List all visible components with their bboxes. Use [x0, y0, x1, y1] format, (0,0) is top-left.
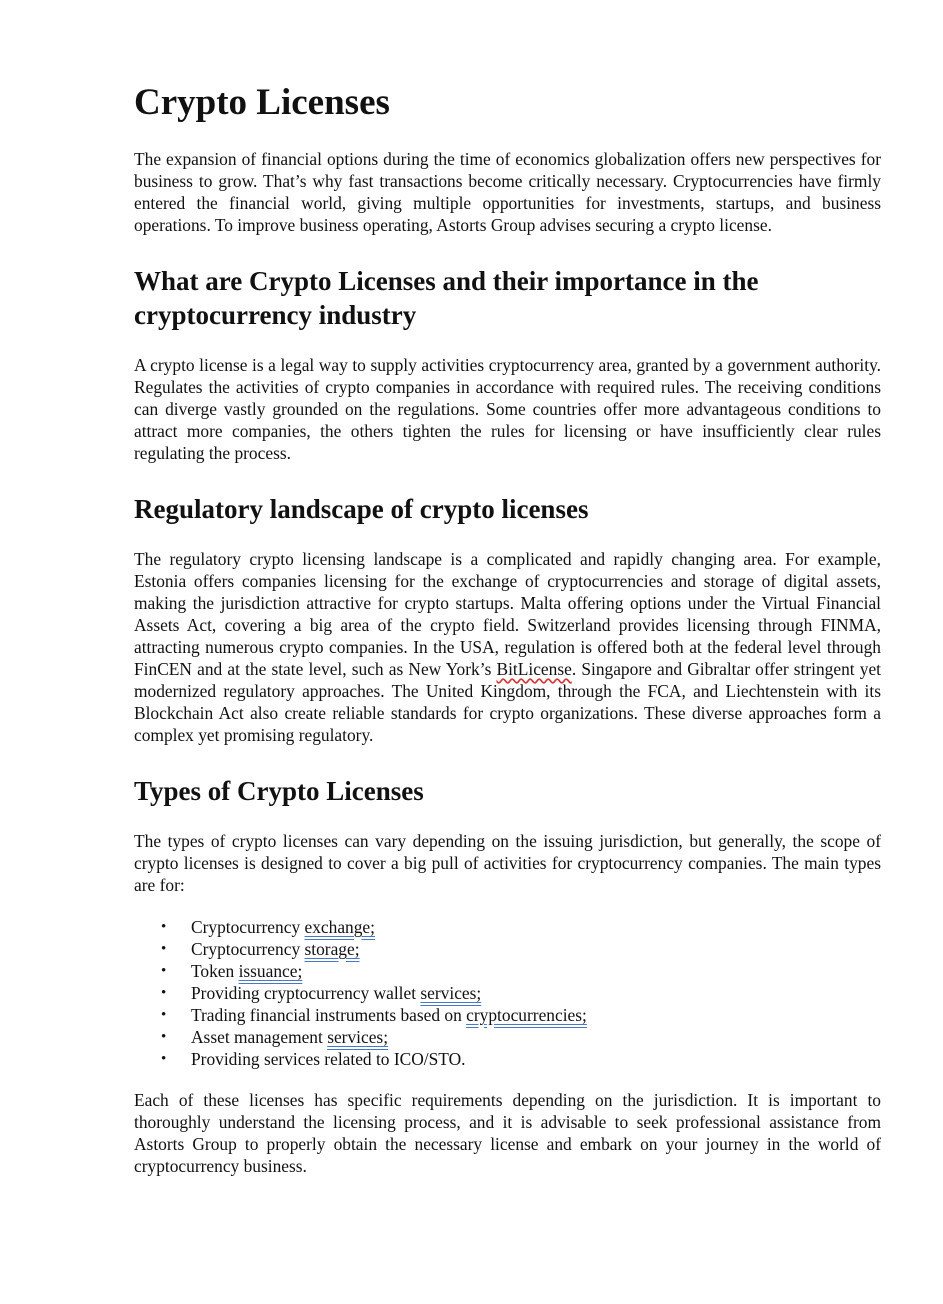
- list-item: [134, 982, 881, 1004]
- document-title: Crypto Licenses: [134, 82, 390, 123]
- grammar-flagged-word[interactable]: issuance;: [238, 961, 303, 981]
- list-item-text: Token: [191, 961, 239, 981]
- grammar-flagged-word[interactable]: exchange;: [304, 917, 375, 937]
- importance-paragraph: A crypto license is a legal way to supply activities cryptocurrency area, granted by a government authority. Regulates the activities of crypto companies in accordance with required rules. The receiving conditions can diverge vastly grounded on the regulations. Some countries offer more advantageous conditions to attract more companies, the others tighten the rules for licensing or have insufficiently clear rules regulating the process.: [134, 355, 881, 463]
- license-types-list: [134, 916, 881, 1070]
- list-item: [134, 1004, 881, 1026]
- list-item: [134, 1048, 881, 1070]
- bullet-icon: •: [161, 919, 167, 935]
- spelling-flagged-word[interactable]: BitLicense: [496, 659, 572, 679]
- grammar-flagged-word[interactable]: services;: [327, 1027, 389, 1047]
- section-heading-regulatory: Regulatory landscape of crypto licenses: [134, 494, 589, 524]
- document-page: [134, 80, 881, 1198]
- bullet-icon: •: [161, 941, 167, 957]
- section-heading-importance: What are Crypto Licenses and their importance in the cryptocurrency industry: [134, 266, 759, 330]
- grammar-flagged-word[interactable]: cryptocurrencies;: [466, 1005, 587, 1025]
- list-item-text: Cryptocurrency: [191, 917, 305, 937]
- list-item: [134, 938, 881, 960]
- bullet-icon: •: [161, 1051, 167, 1067]
- list-item-text: Asset management: [191, 1027, 328, 1047]
- list-item-text: Cryptocurrency: [191, 939, 305, 959]
- bullet-icon: •: [161, 1029, 167, 1045]
- regulatory-text-after: . Singapore and Gibraltar offer stringent yet modernized regulatory approaches. The United Kingdom, through the FCA, and Liechtenstein with its Blockchain Act also create reliable standards for crypto organizations. These diverse approaches form a complex yet promising regulatory.: [134, 659, 882, 745]
- list-item-text: Trading financial instruments based on: [191, 1005, 467, 1025]
- intro-paragraph: The expansion of financial options during the time of economics globalization offers new perspectives for business to grow. That’s why fast transactions become critically necessary. Cryptocurrencies have firmly entered the financial world, giving multiple opportunities for investments, startups, and business operations. To improve business operating, Astorts Group advises securing a crypto license.: [134, 149, 881, 235]
- closing-paragraph: Each of these licenses has specific requirements depending on the jurisdiction. It is important to thoroughly understand the licensing process, and it is advisable to seek professional assistance from Astorts Group to properly obtain the necessary license and embark on your journey in the world of cryptocurrency business.: [134, 1090, 881, 1176]
- bullet-icon: •: [161, 985, 167, 1001]
- types-paragraph: The types of crypto licenses can vary depending on the issuing jurisdiction, but generally, the scope of crypto licenses is designed to cover a big pull of activities for cryptocurrency companies. The main types are for:: [134, 831, 881, 895]
- list-item: [134, 916, 881, 938]
- grammar-flagged-word[interactable]: services;: [420, 983, 482, 1003]
- list-item-text: Providing cryptocurrency wallet: [191, 983, 421, 1003]
- bullet-icon: •: [161, 1007, 167, 1023]
- section-heading-types: Types of Crypto Licenses: [134, 776, 424, 806]
- list-item-text: Providing services related to ICO/STO.: [191, 1049, 466, 1069]
- list-item: [134, 1026, 881, 1048]
- grammar-flagged-word[interactable]: storage;: [304, 939, 360, 959]
- bullet-icon: •: [161, 963, 167, 979]
- list-item: [134, 960, 881, 982]
- regulatory-text-before: The regulatory crypto licensing landscape is a complicated and rapidly changing area. For example, Estonia offers companies licensing for the exchange of cryptocurrencies and storage of digital assets, making the jurisdiction attractive for crypto startups. Malta offering options under the Virtual Financial Assets Act, covering a big area of the crypto field. Switzerland provides licensing through FINMA, attracting numerous crypto companies. In the USA, regulation is offered both at the federal level through FinCEN and at the state level, such as New York’s: [134, 549, 881, 679]
- regulatory-paragraph: [134, 548, 881, 746]
